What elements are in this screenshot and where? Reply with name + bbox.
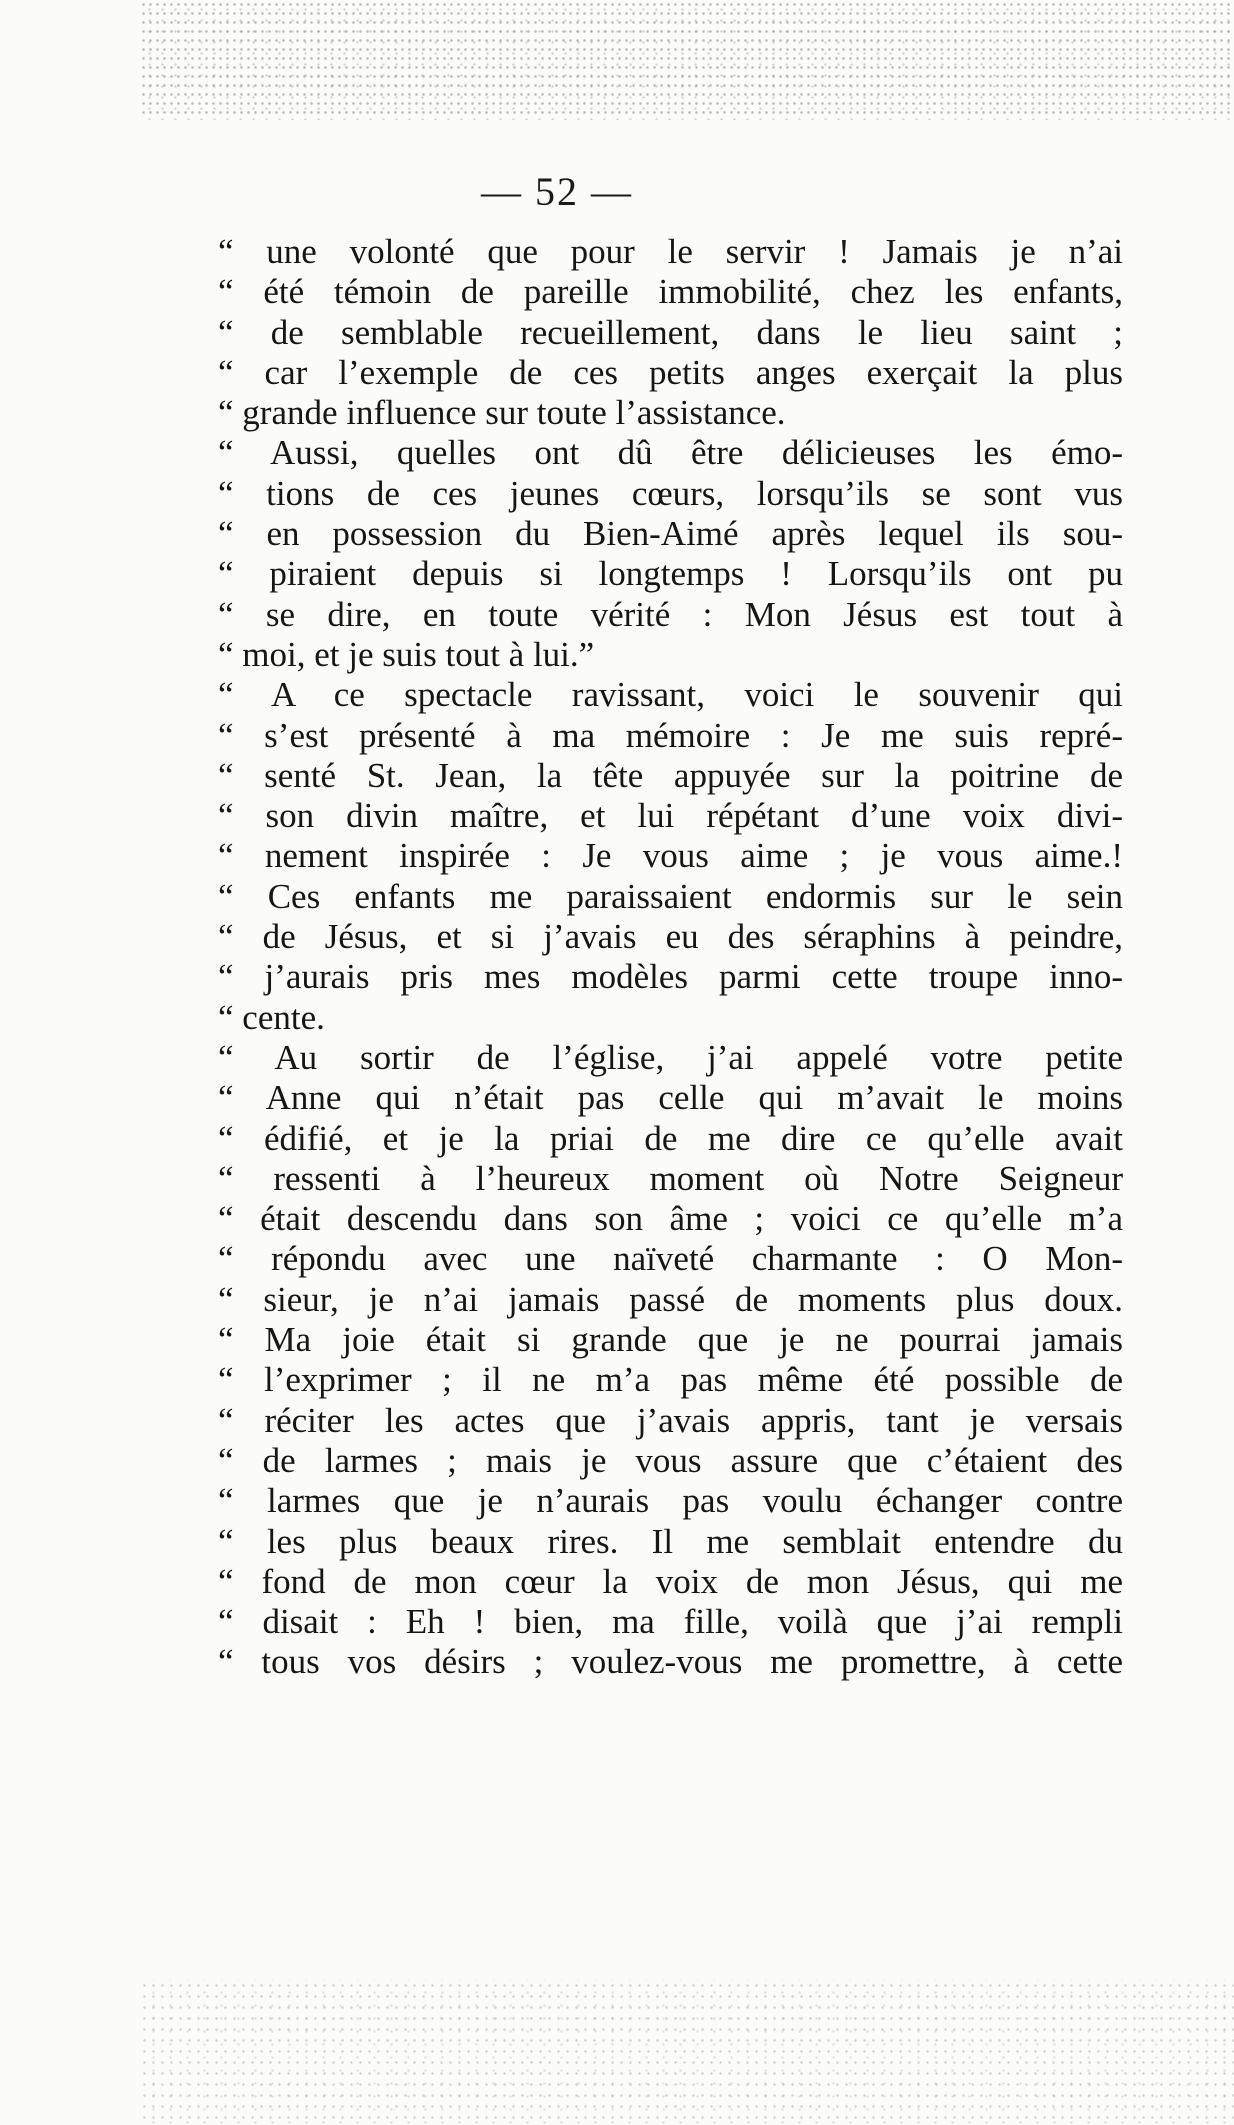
page-number: — 52 — [481, 169, 633, 214]
text-line: “ s’est présenté à ma mémoire : Je me suis repré- [218, 715, 1123, 755]
text-line: “ cente. [218, 997, 325, 1037]
text-line: “ en possession du Bien-Aimé après lequel ils sou- [218, 514, 1123, 554]
text-line: “ moi, et je suis tout à lui.” [218, 634, 595, 674]
text-line: “ de semblable recueillement, dans le lieu saint ; [218, 312, 1123, 352]
scan-noise-top [140, 0, 1234, 120]
text-line: “ sieur, je n’ai jamais passé de moments plus doux. [218, 1279, 1123, 1319]
text-line: “ tous vos désirs ; voulez-vous me promettre, à cette [218, 1642, 1123, 1682]
text-line: “ Au sortir de l’église, j’ai appelé votre petite [218, 1037, 1123, 1077]
text-line: “ Anne qui n’était pas celle qui m’avait le moins [218, 1078, 1123, 1118]
text-line: “ de Jésus, et si j’avais eu des séraphins à peindre, [218, 917, 1123, 957]
text-line: “ son divin maître, et lui répétant d’une voix divi- [218, 796, 1123, 836]
text-line: “ répondu avec une naïveté charmante : O Mon- [218, 1239, 1123, 1279]
text-line: “ j’aurais pris mes modèles parmi cette troupe inno- [218, 957, 1123, 997]
text-line: “ car l’exemple de ces petits anges exerçait la plus [218, 352, 1123, 392]
text-line: “ grande influence sur toute l’assistance. [218, 393, 786, 433]
text-line: “ réciter les actes que j’avais appris, tant je versais [218, 1400, 1123, 1440]
text-line: “ était descendu dans son âme ; voici ce qu’elle m’a [218, 1199, 1123, 1239]
text-line: “ été témoin de pareille immobilité, chez les enfants, [218, 272, 1123, 312]
text-line: “ Ces enfants me paraissaient endormis sur le sein [218, 876, 1123, 916]
text-line: “ les plus beaux rires. Il me semblait entendre du [218, 1521, 1123, 1561]
text-line: “ ressenti à l’heureux moment où Notre Seigneur [218, 1158, 1123, 1198]
text-line: “ tions de ces jeunes cœurs, lorsqu’ils se sont vus [218, 473, 1123, 513]
text-line: “ l’exprimer ; il ne m’a pas même été possible de [218, 1360, 1123, 1400]
text-line: “ édifié, et je la priai de me dire ce qu’elle avait [218, 1118, 1123, 1158]
text-line: “ Aussi, quelles ont dû être délicieuses les émo- [218, 433, 1123, 473]
body-text [218, 232, 1123, 1683]
text-line: “ se dire, en toute vérité : Mon Jésus est tout à [218, 594, 1123, 634]
text-line: “ A ce spectacle ravissant, voici le souvenir qui [218, 675, 1123, 715]
text-line: “ nement inspirée : Je vous aime ; je vous aime.! [218, 836, 1123, 876]
text-line: “ larmes que je n’aurais pas voulu échanger contre [218, 1481, 1123, 1521]
text-line: “ une volonté que pour le servir ! Jamais je n’ai [218, 232, 1123, 271]
text-line: “ de larmes ; mais je vous assure que c’étaient des [218, 1440, 1123, 1480]
text-line: “ Ma joie était si grande que je ne pourrai jamais [218, 1320, 1123, 1360]
text-line: “ disait : Eh ! bien, ma fille, voilà que j’ai rempli [218, 1602, 1123, 1642]
text-line: “ fond de mon cœur la voix de mon Jésus, qui me [218, 1561, 1123, 1601]
text-line: “ senté St. Jean, la tête appuyée sur la poitrine de [218, 755, 1123, 795]
scan-noise-bottom [140, 1980, 1234, 2125]
text-line: “ piraient depuis si longtemps ! Lorsqu’ils ont pu [218, 554, 1123, 594]
